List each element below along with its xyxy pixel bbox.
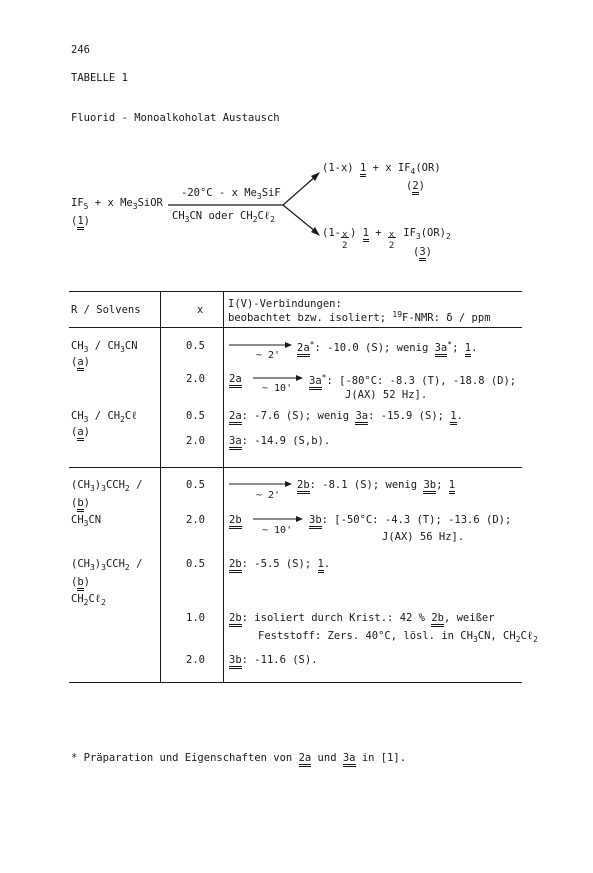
reactant: $IF_5 + x$ $Me_3SiOR$: [71, 197, 163, 211]
row4-solvent: $(CH_3)_3CCH_2$ /: [71, 558, 143, 572]
row4-x-3: 2.0: [186, 654, 205, 666]
row2-solvent: $CH_3$ / $CH_2C\ell$: [71, 410, 138, 424]
row3-entry-2-coupling: J(AX) 56 Hz].: [382, 531, 465, 543]
row3-time-1: ~ 2': [256, 490, 281, 501]
row1-time-2: ~ 10': [262, 383, 293, 394]
row1-entry-1: 2a*: -10.0 (S); wenig 3a*; 1.: [297, 340, 477, 354]
row3-x-2: 2.0: [186, 514, 205, 526]
row1-entry-2: 3a*: [-80°C: -8.3 (T), -18.8 (D);: [309, 373, 516, 387]
page-number: 246: [71, 44, 90, 56]
row3-entry-1: 2b: -8.1 (S); wenig 3b; 1: [297, 479, 455, 491]
row2-x-2: 2.0: [186, 435, 205, 447]
col-header-x: x: [197, 304, 204, 316]
condition-solvent: $CH_3CN$ oder $CH_2C\ell_2$: [172, 210, 275, 224]
row2-entry-1: 2a: -7.6 (S); wenig 3a: -15.9 (S); 1.: [229, 410, 463, 422]
row4-x-2: 1.0: [186, 612, 205, 624]
table-caption: Fluorid - Monoalkoholat Austausch: [71, 112, 280, 124]
row1-solvent: $CH_3 / CH_3CN$: [71, 340, 138, 354]
col-header-compounds: I(V)-Verbindungen:: [228, 298, 342, 310]
row4-entry-2-line2: Feststoff: Zers. 40°C, lösl. in $CH_3CN$, $CH_2C\ell_2$: [258, 630, 538, 644]
row3-time-2: ~ 10': [262, 525, 293, 536]
row3-entry-2-start: 2b: [229, 514, 242, 526]
row2-x-1: 0.5: [186, 410, 205, 422]
row4-x-1: 0.5: [186, 558, 205, 570]
row4-entry-3: 3b: -11.6 (S).: [229, 654, 318, 666]
condition-temperature: -20°C - x $Me_3SiF$: [181, 187, 281, 201]
row4-label: (b): [71, 576, 90, 588]
row2-label: (a): [71, 426, 90, 438]
row3-x-1: 0.5: [186, 479, 205, 491]
row1-x-2: 2.0: [186, 373, 205, 385]
reactant-number: (1): [71, 215, 90, 227]
row1-entry-2-start: 2a: [229, 373, 242, 385]
row1-entry-2-coupling: J(AX) 52 Hz].: [345, 389, 428, 401]
product-2-label: (3): [413, 246, 432, 258]
row4-entry-2: 2b: isoliert durch Krist.: 42 % 2b, weißer: [229, 612, 495, 624]
footnote: * Präparation und Eigenschaften von 2a und 3a in [1].: [71, 752, 406, 764]
product-1: (1-x) 1 + x $IF_4(OR)$: [322, 162, 441, 176]
product-2: (1- $\frac{x}{2}$ ) 1 + $\frac{x}{2}$ $IF_3(OR)_2$: [322, 227, 451, 251]
row2-entry-2: 3a: -14.9 (S,b).: [229, 435, 330, 447]
col-header-solvent: R / Solvens: [71, 304, 141, 316]
row3-label: (b): [71, 497, 90, 509]
product-1-label: (2): [406, 180, 425, 192]
row1-time-1: ~ 2': [256, 350, 281, 361]
row1-label: (a): [71, 356, 90, 368]
row3-solvent: $(CH_3)_3CCH_2$ /: [71, 479, 143, 493]
row4-solvent-2: $CH_2C\ell_2$: [71, 593, 106, 607]
row3-solvent-2: $CH_3CN$: [71, 514, 102, 528]
row1-x-1: 0.5: [186, 340, 205, 352]
row3-entry-2: 3b: [-50°C: -4.3 (T); -13.6 (D);: [309, 514, 511, 526]
col-header-nmr: beobachtet bzw. isoliert; $^{19}$F-NMR: δ / ppm: [228, 310, 491, 324]
row4-entry-1: 2b: -5.5 (S); 1.: [229, 558, 330, 570]
table-label: TABELLE 1: [71, 72, 128, 84]
